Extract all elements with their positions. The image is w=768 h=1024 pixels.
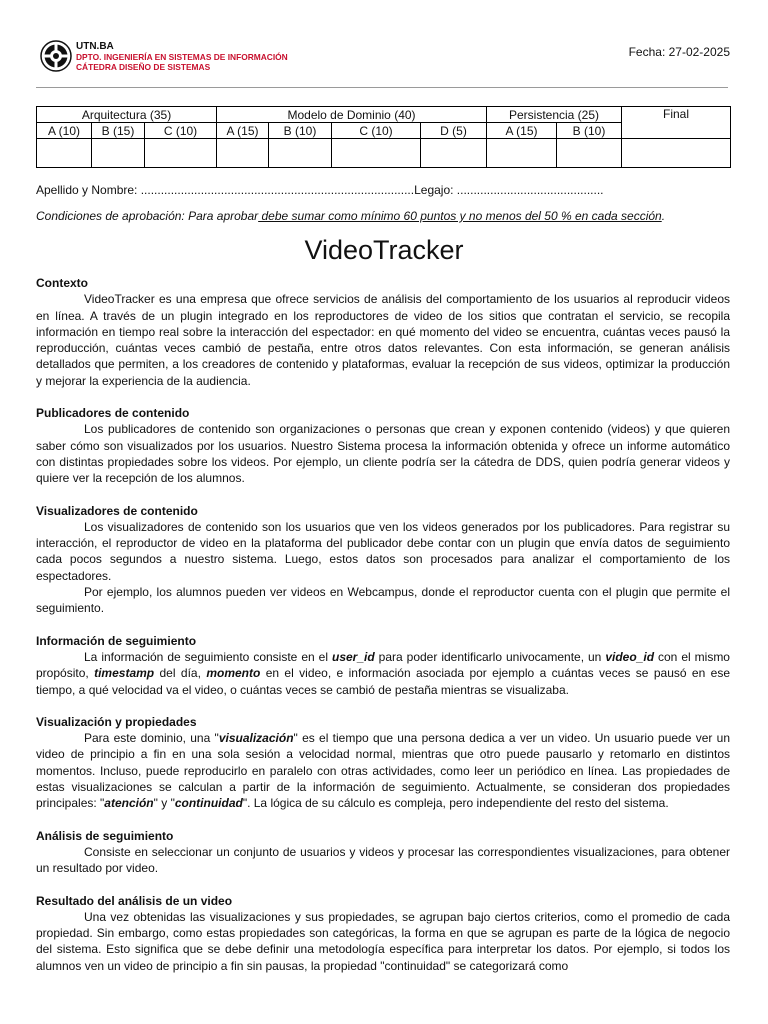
keyword-timestamp: timestamp — [94, 666, 155, 681]
section-paragraph: Los visualizadores de contenido son los usuarios que ven los videos generados por los publicadores. Para registrar su interacción, el reproductor de video en la plataforma del publicador debe contar con un plugin que envía datos de seguimiento cada pocos segundos a nuestro sistema. Luego, estos datos son procesados para analizar el comportamiento de los espectadores. — [36, 519, 730, 583]
section-contexto — [36, 275, 730, 389]
section-heading: Visualización y propiedades — [36, 714, 197, 729]
keyword-momento: momento — [206, 666, 261, 681]
exam-date: Fecha: 27-02-2025 — [628, 45, 730, 59]
conditions-underlined: debe sumar como mínimo 60 puntos y no menos del 50 % en cada sección — [258, 209, 662, 223]
conditions-suffix: . — [661, 209, 666, 223]
keyword-user-id: user_id — [331, 649, 375, 664]
grade-group-modelo-dominio: Modelo de Dominio (40) — [217, 107, 487, 123]
text-run: para poder identificarlo univocamente, un — [374, 649, 606, 664]
section-publicadores — [36, 405, 730, 486]
grade-cell[interactable] — [421, 139, 487, 168]
utn-logo-icon — [40, 40, 72, 72]
grade-sub-header: B (10) — [557, 123, 622, 139]
grade-group-persistencia: Persistencia (25) — [487, 107, 622, 123]
institution-brand: UTN.BA — [76, 41, 114, 52]
grade-cell[interactable] — [37, 139, 92, 168]
grades-table — [36, 106, 731, 168]
grade-sub-header: C (10) — [332, 123, 421, 139]
approval-conditions — [36, 209, 665, 223]
conditions-prefix: Condiciones de aprobación: Para aprobar — [36, 209, 259, 223]
section-paragraph: Consiste en seleccionar un conjunto de usuarios y videos y procesar las correspondientes visualizaciones, para obtener un resultado por video. — [36, 844, 730, 876]
section-paragraph: Por ejemplo, los alumnos pueden ver videos en Webcampus, donde el reproductor cuenta con el plugin que permite el seguimiento. — [36, 585, 730, 616]
grade-sub-header: A (10) — [37, 123, 92, 139]
grade-group-arquitectura: Arquitectura (35) — [37, 107, 217, 123]
department-line: DPTO. INGENIERÍA EN SISTEMAS DE INFORMACIÓN — [76, 52, 288, 62]
section-heading: Visualizadores de contenido — [36, 503, 198, 518]
section-heading: Análisis de seguimiento — [36, 828, 174, 843]
grade-cell[interactable] — [145, 139, 217, 168]
section-paragraph: Una vez obtenidas las visualizaciones y sus propiedades, se agrupan bajo ciertos criterios, como el promedio de cada propiedad. Sin embargo, como estas propiedades son categóricas, la forma en que se agrupan es parte de la lógica de negocio del sistema. Esto significa que se debe definir una metodología específica para interpretar los datos. Por ejemplo, si todos los alumnos ven un video de principio a fin sin pausas, la propiedad "continuidad" se categorizará como — [36, 909, 730, 973]
section-paragraph — [36, 649, 730, 698]
section-paragraph — [36, 730, 730, 811]
text-run: " y " — [153, 796, 175, 811]
grade-cell-final[interactable] — [622, 139, 731, 168]
institution-block — [76, 40, 288, 72]
section-visualizadores — [36, 503, 730, 617]
grade-cell[interactable] — [92, 139, 145, 168]
header-divider — [36, 87, 728, 88]
grade-sub-header: B (15) — [92, 123, 145, 139]
text-run: ". La lógica de su cálculo es compleja, pero independiente del resto del sistema. — [242, 796, 669, 811]
section-informacion-seguimiento — [36, 633, 730, 698]
grade-group-final: Final — [622, 107, 731, 139]
keyword-atencion: atención — [104, 796, 154, 811]
text-run: con el mismo propósito, — [36, 649, 730, 681]
student-info-line: Apellido y Nombre: ..................................................................................Legajo: ............................................ — [36, 183, 604, 197]
grade-sub-header: D (5) — [421, 123, 487, 139]
section-paragraph: Los publicadores de contenido son organizaciones o personas que crean y exponen contenido (videos) y que quieren saber cómo son visualizados por los usuarios. Nuestro Sistema procesa la información obtenida y ofrece un informe automático con distintas propiedades sobre los videos. Por ejemplo, un cliente podría ser la cátedra de DDS, quien podría generar videos y quiere ver la recepción de los alumnos. — [36, 422, 730, 486]
section-heading: Resultado del análisis de un video — [36, 893, 233, 908]
grade-cell[interactable] — [269, 139, 332, 168]
grade-cell[interactable] — [557, 139, 622, 168]
text-run: Para este dominio, una " — [84, 731, 219, 746]
section-heading: Contexto — [36, 276, 88, 290]
text-run: La información de seguimiento consiste en el — [84, 649, 332, 664]
text-run: del día, — [154, 666, 207, 681]
section-visualizacion-propiedades — [36, 714, 730, 812]
grade-cell[interactable] — [487, 139, 557, 168]
section-heading: Publicadores de contenido — [36, 406, 190, 421]
keyword-continuidad: continuidad — [174, 796, 243, 811]
section-heading: Información de seguimiento — [36, 633, 197, 648]
section-paragraph: VideoTracker es una empresa que ofrece servicios de análisis del comportamiento de los usuarios al reproducir videos en línea. A través de un plugin integrado en los reproductores de video de los sitios que contratan el servicio, se recopila información en tiempo real sobre la interacción del espectador: en qué momento del video se encuentra, cuántas veces pausó la reproducción, cuántas veces cambió de pestaña, entre otros datos relevantes. Con esta información, se generan análisis detallados que permiten, a los creadores de contenido y plataformas, evaluar la recepción de sus videos, optimizar la producción y mejorar la experiencia de la audiencia. — [36, 292, 730, 388]
grade-cell[interactable] — [217, 139, 269, 168]
keyword-video-id: video_id — [605, 649, 655, 664]
grade-sub-header: A (15) — [487, 123, 557, 139]
grade-sub-header: C (10) — [145, 123, 217, 139]
document-title: VideoTracker — [304, 235, 464, 265]
grade-sub-header: A (15) — [217, 123, 269, 139]
section-resultado — [36, 893, 730, 974]
section-analisis — [36, 828, 730, 877]
text-run: " es el tiempo que una persona dedica a ver un video. Un usuario puede ver un video de principio a fin en una sola sesión a velocidad normal, mientras que otro puede pausarlo y retomarlo en distintos momentos. Incluso, puede reproducirlo en paralelo con otras actividades, como leer un periódico en línea. Las propiedades de estas visualizaciones se calculan a partir de la información de seguimiento. Actualmente, se consideran dos propiedades principales: " — [36, 731, 730, 811]
chair-line: CÁTEDRA DISEÑO DE SISTEMAS — [76, 62, 211, 72]
grade-sub-header: B (10) — [269, 123, 332, 139]
document-body — [36, 275, 730, 990]
keyword-visualizacion: visualización — [218, 731, 294, 746]
grade-cell[interactable] — [332, 139, 421, 168]
text-run: en el video, e información asociada por ejemplo a cuántas veces se pausó en ese tiempo, a qué velocidad va el video, o cuántas veces se cambió de pestaña mientras se visualizaba. — [36, 666, 731, 697]
